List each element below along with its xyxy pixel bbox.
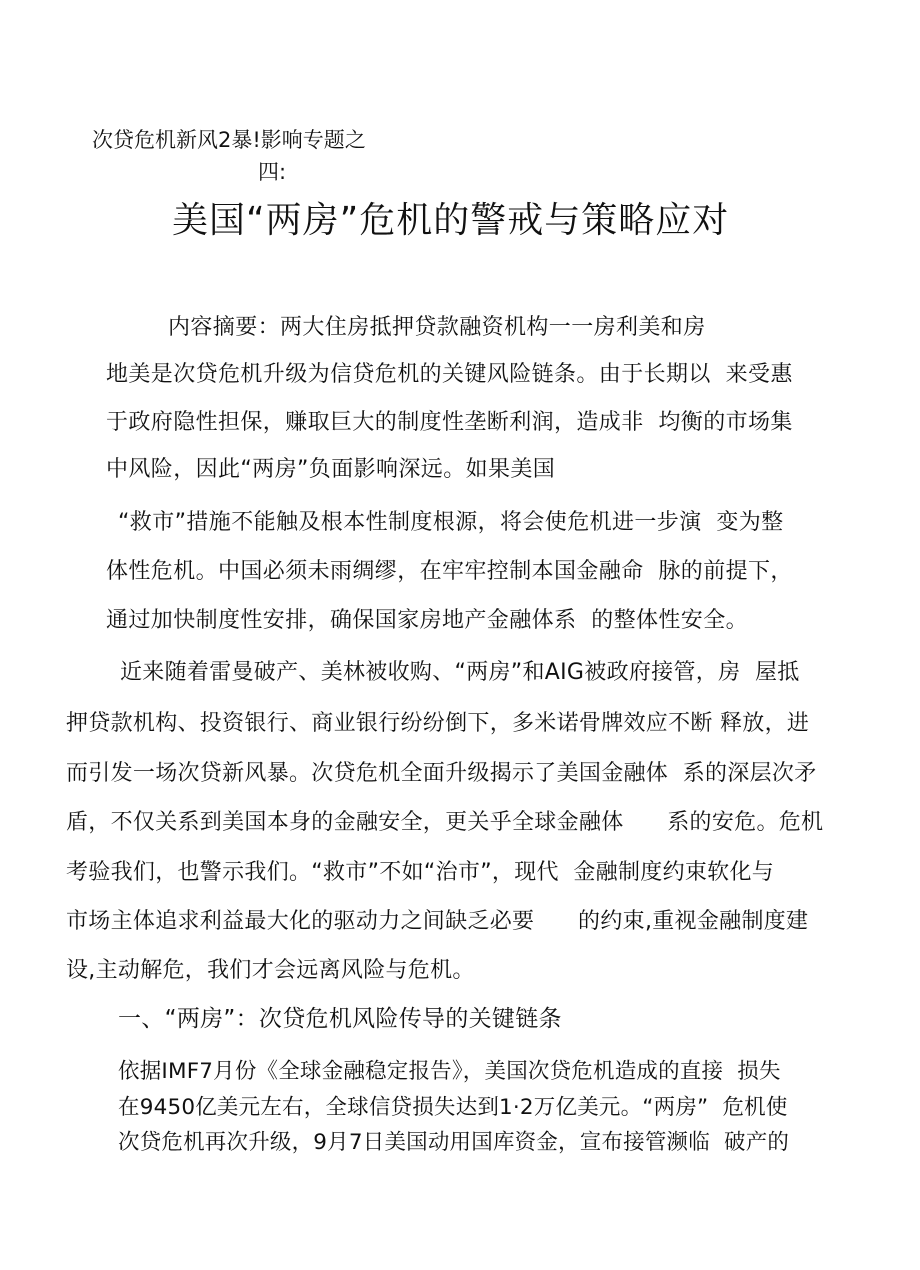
abstract-line: 地美是次贷危机升级为信贷危机的关键风险链条。由于长期以 来受惠 <box>106 362 793 387</box>
body-line: 近来随着雷曼破产、美林被收购、“两房”和AIG被政府接管，房 屋抵 <box>120 660 800 685</box>
body-line: 考验我们，也警示我们。“救市”不如“治市”，现代 金融制度约束软化与 <box>66 860 775 885</box>
abstract-line: 通过加快制度性安排，确保国家房地产金融体系 的整体性安全。 <box>106 608 748 633</box>
series-heading-line-1: 次贷危机新风2暴!影响专题之 <box>92 128 366 152</box>
abstract-line: 内容摘要：两大住房抵押贷款融资机构一一房利美和房 <box>168 315 706 340</box>
abstract-line: 体性危机。中国必须未雨绸缪，在牢牢控制本国金融命 脉的前提下， <box>106 559 793 584</box>
section-body-line: 在9450亿美元左右，全球信贷损失达到1·2万亿美元。“两房” 危机使 <box>118 1095 788 1120</box>
page-title: 美国“两房”危机的警戒与策略应对 <box>172 200 730 241</box>
section-heading: 一、“两房”：次贷危机风险传导的关键链条 <box>118 1006 562 1032</box>
section-body-line: 依据IMF7月份《全球金融稳定报告》，美国次贷危机造成的直接 损失 <box>118 1059 781 1084</box>
body-line: 市场主体追求利益最大化的驱动力之间缺乏必要 的约束,重视金融制度建 <box>66 909 809 934</box>
abstract-line: 于政府隐性担保，赚取巨大的制度性垄断利润，造成非 均衡的市场集 <box>106 410 793 435</box>
body-line: 而引发一场次贷新风暴。次贷危机全面升级揭示了美国金融体 系的深层次矛 <box>66 761 817 786</box>
series-heading-line-2: 四: <box>258 160 287 184</box>
abstract-line: “救市”措施不能触及根本性制度根源，将会使危机进一步演 变为整 <box>118 510 784 535</box>
body-line: 盾，不仅关系到美国本身的金融安全，更关乎全球金融体 系的安危。危机 <box>66 810 824 835</box>
abstract-line: 中风险，因此“两房”负面影响深远。如果美国 <box>106 457 556 482</box>
body-line: 押贷款机构、投资银行、商业银行纷纷倒下，多米诺骨牌效应不断 释放，进 <box>66 711 810 736</box>
body-line: 设,主动解危，我们才会远离风险与危机。 <box>66 958 475 983</box>
section-body-line: 次贷危机再次升级，9月7日美国动用国库资金，宣布接管濒临 破产的 <box>118 1130 790 1155</box>
